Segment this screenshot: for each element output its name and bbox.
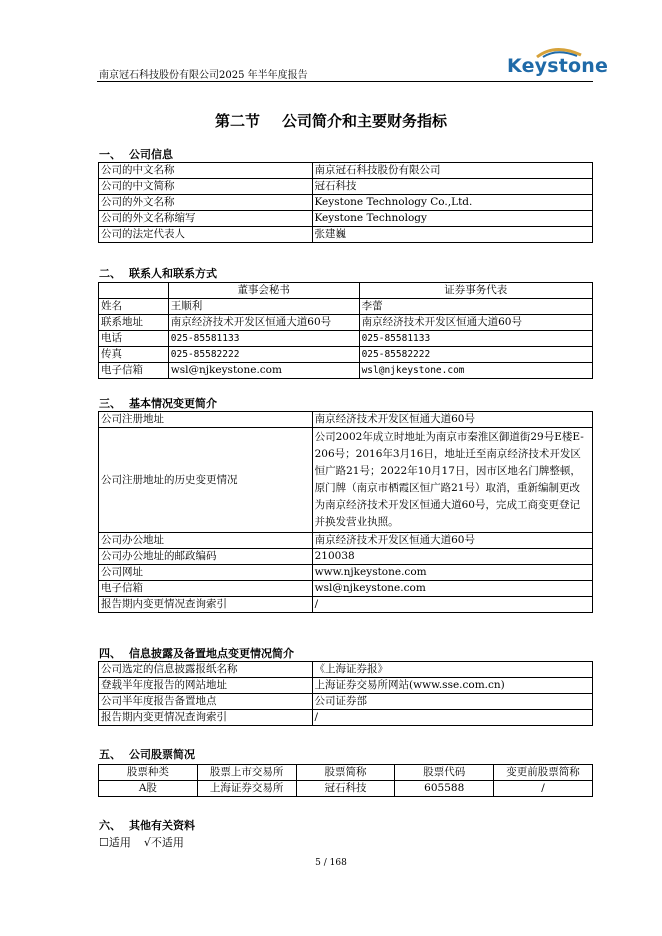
table-cell: 南京经济技术开发区恒通大道60号 xyxy=(359,315,592,331)
table-header-cell: 股票种类 xyxy=(99,765,198,781)
applicability-options xyxy=(99,834,184,850)
table-cell: 南京经济技术开发区恒通大道60号 xyxy=(168,315,359,331)
table-row xyxy=(99,565,593,581)
table-cell: 传真 xyxy=(99,347,169,363)
table-cell: 南京经济技术开发区恒通大道60号 xyxy=(312,412,592,428)
table-header-cell xyxy=(99,283,169,299)
table-cell: / xyxy=(312,597,592,613)
section-4-heading xyxy=(99,645,294,661)
table-row xyxy=(99,549,593,565)
table-row xyxy=(99,710,593,726)
page-number: 5 / 168 xyxy=(315,858,347,868)
table-cell: 南京冠石科技股份有限公司 xyxy=(312,163,593,179)
table-cell: Keystone Technology Co.,Ltd. xyxy=(312,195,593,211)
section-number: 第二节 xyxy=(214,112,260,130)
table-row xyxy=(99,678,593,694)
table-cell: Keystone Technology xyxy=(312,211,593,227)
section-6-number: 六、 xyxy=(99,819,121,832)
table-cell: wsl@njkeystone.com xyxy=(359,363,592,379)
company-logo xyxy=(507,45,609,79)
section-1-title: 公司信息 xyxy=(129,148,173,161)
table-cell: 登载半年度报告的网站地址 xyxy=(99,678,313,694)
table-cell: 公司办公地址 xyxy=(99,533,313,549)
table-cell: 上海证券交易所 xyxy=(197,781,296,797)
disclosure-table xyxy=(98,661,593,726)
section-3-heading xyxy=(99,395,217,411)
section-4-number: 四、 xyxy=(99,647,121,660)
table-row xyxy=(99,179,593,195)
table-row xyxy=(99,211,593,227)
table-cell: 公司办公地址的邮政编码 xyxy=(99,549,313,565)
page-title xyxy=(0,110,662,131)
table-cell: 电话 xyxy=(99,331,169,347)
company-info-table xyxy=(98,162,593,243)
table-row xyxy=(99,581,593,597)
table-row xyxy=(99,299,593,315)
section-5-title: 公司股票简况 xyxy=(129,748,195,761)
table-cell: 公司的外文名称 xyxy=(99,195,313,211)
table-cell: 报告期内变更情况查询索引 xyxy=(99,710,313,726)
table-row xyxy=(99,163,593,179)
table-cell: 025-85582222 xyxy=(359,347,592,363)
table-row xyxy=(99,363,593,379)
section-5-number: 五、 xyxy=(99,748,121,761)
table-cell: 公司的外文名称缩写 xyxy=(99,211,313,227)
section-1-number: 一、 xyxy=(99,148,121,161)
option-applicable: ☐适用 xyxy=(99,836,131,849)
section-2-heading xyxy=(99,265,217,281)
table-header-row xyxy=(99,765,593,781)
table-cell: www.njkeystone.com xyxy=(312,565,592,581)
table-cell: 025-85581133 xyxy=(168,331,359,347)
table-cell: / xyxy=(494,781,593,797)
table-cell: 李蕾 xyxy=(359,299,592,315)
table-cell: 南京经济技术开发区恒通大道60号 xyxy=(312,533,592,549)
table-cell: 冠石科技 xyxy=(296,781,395,797)
table-cell: 公司半年度报告备置地点 xyxy=(99,694,313,710)
table-cell: 《上海证券报》 xyxy=(312,662,592,678)
section-name: 公司简介和主要财务指标 xyxy=(282,112,448,130)
section-6-heading xyxy=(99,817,195,833)
table-header-cell: 股票代码 xyxy=(395,765,494,781)
table-row xyxy=(99,428,593,533)
option-not-applicable: √不适用 xyxy=(143,836,184,849)
table-row xyxy=(99,597,593,613)
table-header-cell: 变更前股票简称 xyxy=(494,765,593,781)
report-header-title: 南京冠石科技股份有限公司2025 年半年度报告 xyxy=(99,70,308,81)
table-cell: 公司证券部 xyxy=(312,694,592,710)
table-row xyxy=(99,694,593,710)
table-header-cell: 股票上市交易所 xyxy=(197,765,296,781)
table-cell: 210038 xyxy=(312,549,592,565)
section-6-title: 其他有关资料 xyxy=(129,819,195,832)
table-cell: 姓名 xyxy=(99,299,169,315)
table-cell: wsl@njkeystone.com xyxy=(168,363,359,379)
section-5-heading xyxy=(99,746,195,762)
table-cell: / xyxy=(312,710,592,726)
table-row xyxy=(99,195,593,211)
section-1-heading xyxy=(99,146,173,162)
table-cell: 报告期内变更情况查询索引 xyxy=(99,597,313,613)
table-header-row xyxy=(99,283,593,299)
table-cell: 冠石科技 xyxy=(312,179,593,195)
table-cell: 电子信箱 xyxy=(99,581,313,597)
stock-table xyxy=(98,764,593,797)
table-cell: 公司选定的信息披露报纸名称 xyxy=(99,662,313,678)
table-cell: 联系地址 xyxy=(99,315,169,331)
table-row xyxy=(99,315,593,331)
logo-text: Keystone xyxy=(507,55,609,77)
table-cell: 公司注册地址的历史变更情况 xyxy=(99,428,313,533)
table-row xyxy=(99,227,593,243)
header-divider xyxy=(97,81,593,82)
table-cell: 张建巍 xyxy=(312,227,593,243)
table-cell: 电子信箱 xyxy=(99,363,169,379)
table-cell: 公司的中文简称 xyxy=(99,179,313,195)
table-cell: A股 xyxy=(99,781,198,797)
section-2-title: 联系人和联系方式 xyxy=(129,267,217,280)
table-cell: 公司的中文名称 xyxy=(99,163,313,179)
table-cell: 王顺利 xyxy=(168,299,359,315)
table-cell: 公司注册地址 xyxy=(99,412,313,428)
section-3-number: 三、 xyxy=(99,397,121,410)
table-row xyxy=(99,347,593,363)
section-4-title: 信息披露及备置地点变更情况简介 xyxy=(129,647,294,660)
table-row xyxy=(99,412,593,428)
table-row xyxy=(99,662,593,678)
section-2-number: 二、 xyxy=(99,267,121,280)
table-cell: 605588 xyxy=(395,781,494,797)
table-cell: wsl@njkeystone.com xyxy=(312,581,592,597)
table-cell: 公司2002年成立时地址为南京市秦淮区御道街29号E楼E-206号；2016年3月16日，地址迁至南京经济技术开发区恒广路21号；2022年10月17日，因市区地名门牌整顿，原门牌（南京市栖霞区恒广路21号）取消，重新编制更改为南京经济技术开发区恒通大道60号，完成工商变更登记并换发营业执照。 xyxy=(312,428,592,533)
section-3-title: 基本情况变更简介 xyxy=(129,397,217,410)
table-cell: 公司网址 xyxy=(99,565,313,581)
table-header-cell: 董事会秘书 xyxy=(168,283,359,299)
table-cell: 025-85582222 xyxy=(168,347,359,363)
contacts-table xyxy=(98,282,593,379)
table-cell: 025-85581133 xyxy=(359,331,592,347)
table-row xyxy=(99,533,593,549)
table-row xyxy=(99,331,593,347)
table-header-cell: 股票简称 xyxy=(296,765,395,781)
table-row xyxy=(99,781,593,797)
basic-info-changes-table xyxy=(98,411,593,613)
table-cell: 公司的法定代表人 xyxy=(99,227,313,243)
table-header-cell: 证券事务代表 xyxy=(359,283,592,299)
table-cell: 上海证券交易所网站(www.sse.com.cn) xyxy=(312,678,592,694)
